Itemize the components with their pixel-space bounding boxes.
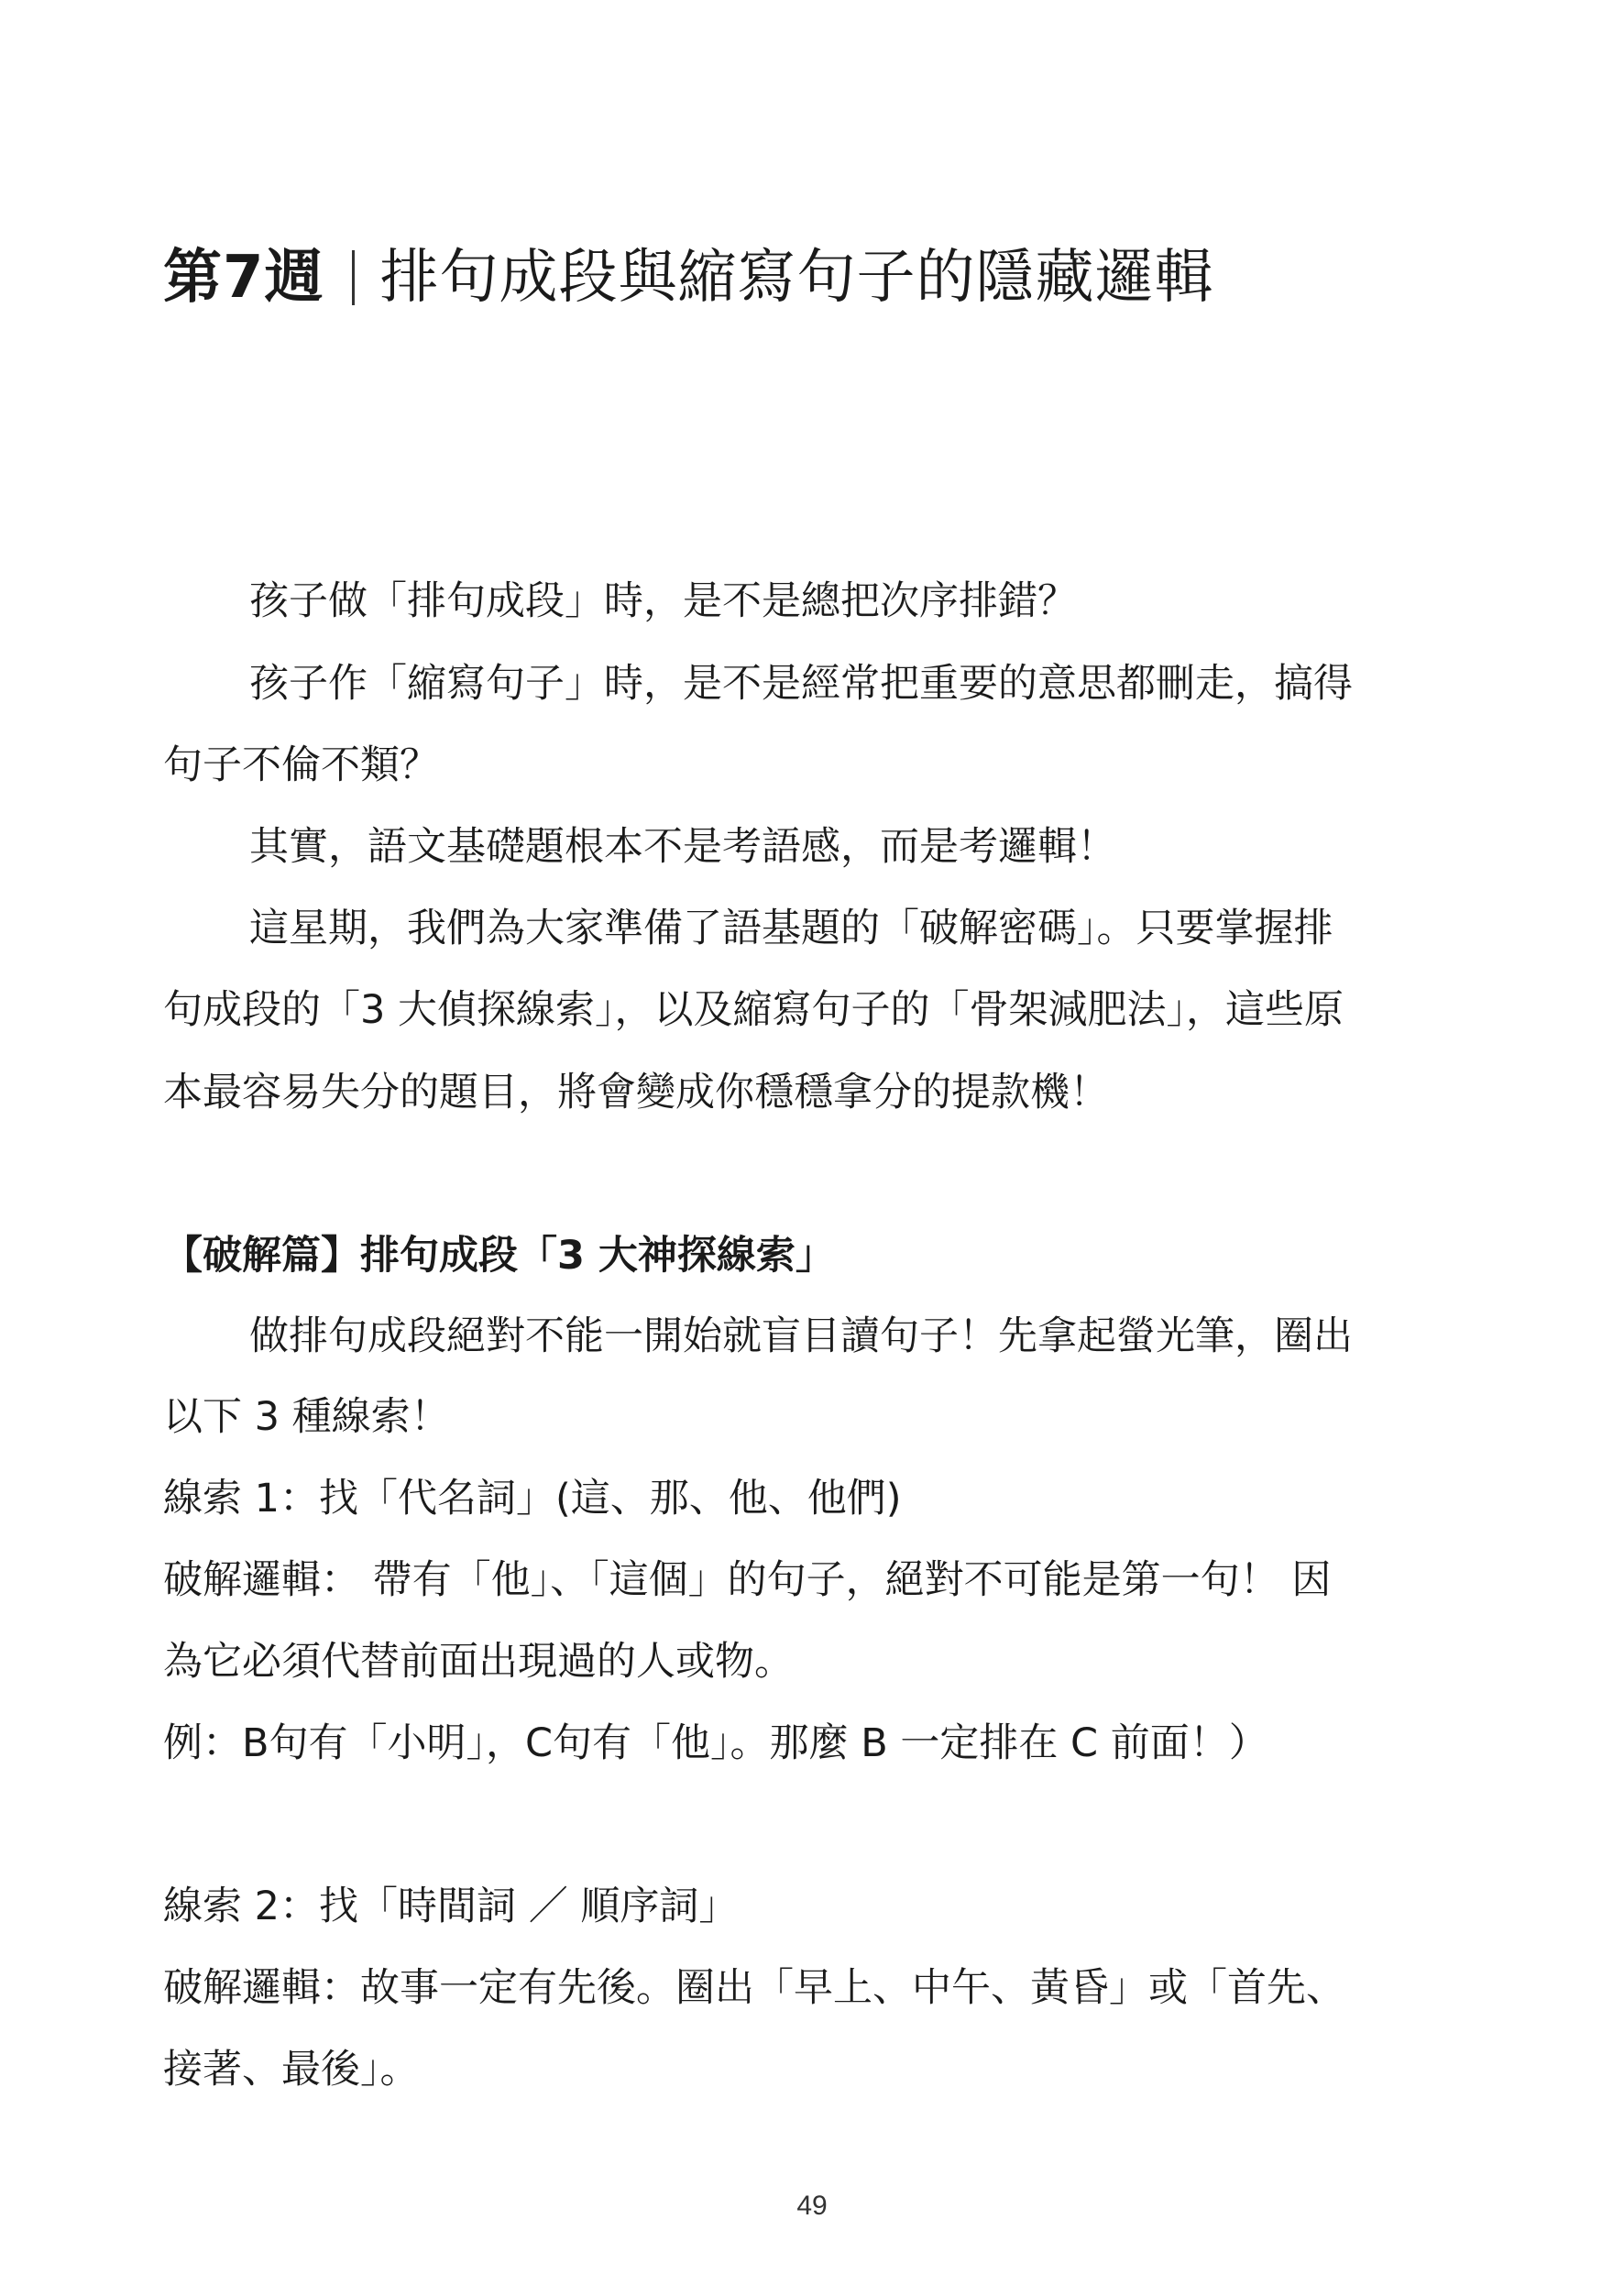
title-week: 第7週 — [163, 244, 324, 312]
clue1-example: 例：B句有「小明」，C句有「他」。那麼 B 一定排在 C 前面！） — [163, 1720, 1268, 1766]
intro-line: 其實，語文基礎題根本不是考語感，而是考邏輯！ — [249, 824, 1116, 870]
title-text: 排句成段與縮寫句子的隱藏邏輯 — [379, 244, 1214, 312]
intro-line: 句子不倫不類？ — [163, 742, 439, 788]
clue2-logic-line: 接著、最後」。 — [163, 2047, 420, 2093]
intro-line: 孩子作「縮寫句子」時，是不是經常把重要的意思都刪走，搞得 — [249, 661, 1353, 707]
clue1-logic-line: 破解邏輯： 帶有「他」、「這個」的句子，絕對不可能是第一句！ 因 — [163, 1557, 1332, 1603]
intro-line: 本最容易失分的題目，將會變成你穩穩拿分的提款機！ — [163, 1070, 1109, 1115]
section-heading: 【破解篇】排句成段「3 大神探線索」 — [163, 1233, 835, 1279]
page-number: 49 — [796, 2191, 828, 2221]
page-title — [163, 236, 1214, 319]
clue1-title: 線索 1：找「代名詞」(這、那、他、他們) — [163, 1476, 902, 1521]
intro-line: 孩子做「排句成段」時，是不是總把次序排錯？ — [249, 578, 1077, 624]
clue1-logic-line: 為它必須代替前面出現過的人或物。 — [163, 1639, 794, 1685]
section-lead-line: 做排句成段絕對不能一開始就盲目讀句子！先拿起螢光筆，圈出 — [249, 1313, 1353, 1359]
clue2-title: 線索 2：找「時間詞 ／ 順序詞」 — [163, 1884, 739, 1929]
section-lead-line: 以下 3 種線索！ — [163, 1394, 450, 1440]
intro-line: 這星期，我們為大家準備了語基題的「破解密碼」。只要掌握排 — [249, 906, 1333, 951]
title-separator — [352, 250, 355, 305]
clue2-logic-line: 破解邏輯：故事一定有先後。圈出「早上、中午、黃昏」或「首先、 — [163, 1965, 1345, 2011]
intro-line: 句成段的「3 大偵探線索」，以及縮寫句子的「骨架減肥法」，這些原 — [163, 987, 1344, 1033]
